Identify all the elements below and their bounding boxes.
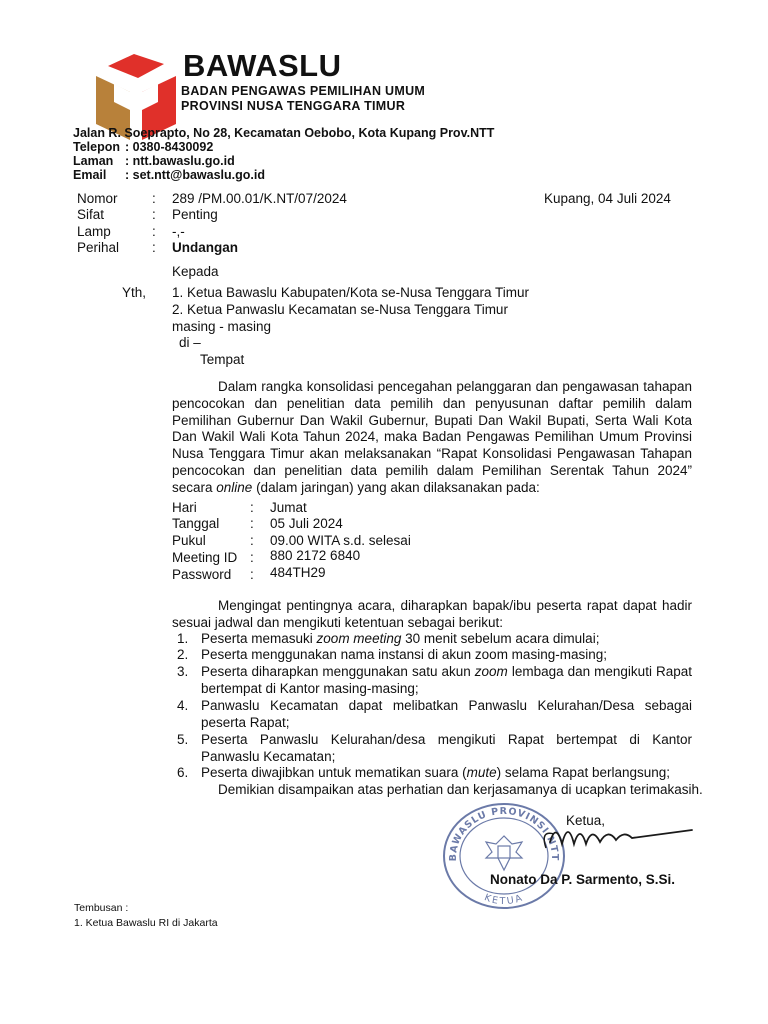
signatory-name: Nonato Da P. Sarmento, S.Si.: [490, 872, 676, 887]
meta-value-perihal: Undangan: [172, 240, 238, 255]
cc-label: Tembusan :: [74, 902, 129, 914]
stamp-bottom-text: KETUA: [482, 892, 526, 908]
rule-text: lembaga dan mengikuti Rapat bertempat di Kantor masing-masing;: [201, 664, 692, 696]
intro-text-2: (dalam jaringan) yang akan dilaksanakan pada:: [252, 479, 540, 495]
rule-number: 2.: [177, 647, 189, 662]
rule-text: Peserta memasuki: [201, 631, 317, 646]
detail-colon: :: [250, 500, 254, 515]
recipient-di: di –: [179, 335, 201, 350]
detail-label-hari: Hari: [172, 500, 197, 515]
website-label: Laman: [73, 154, 114, 168]
phone-line: [73, 140, 213, 154]
rule-italic: zoom: [474, 664, 508, 679]
recipient-kepada: Kepada: [172, 264, 219, 279]
org-subtitle-1: BADAN PENGAWAS PEMILIHAN UMUM: [181, 84, 426, 98]
detail-colon: :: [250, 567, 254, 582]
meta-label-perihal: Perihal: [77, 240, 120, 255]
rule-text: Peserta Panwaslu Kelurahan/desa mengikuti Rapat bertempat di Kantor Panwaslu Kecamatan;: [201, 732, 692, 764]
rule-italic: mute: [466, 765, 497, 780]
rule-text: Peserta menggunakan nama instansi di akun zoom masing-masing;: [201, 647, 607, 662]
detail-label-meeting-id: Meeting ID: [172, 550, 238, 565]
rule-3: [201, 664, 692, 698]
address-line: Jalan R. Soeprapto, No 28, Kecamatan Oebobo, Kota Kupang Prov.NTT: [73, 126, 495, 140]
org-name: BAWASLU: [183, 48, 342, 83]
meta-colon: :: [152, 191, 156, 206]
email-label: Email: [73, 168, 107, 182]
detail-value-pukul: 09.00 WITA s.d. selesai: [270, 533, 411, 548]
org-subtitle-2: PROVINSI NUSA TENGGARA TIMUR: [181, 99, 406, 113]
phone-label: Telepon: [73, 140, 120, 154]
meta-value-lamp: -,-: [172, 224, 185, 239]
reminder-text: Mengingat pentingnya acara, diharapkan bapak/ibu peserta rapat dapat hadir sesuai jadwal dan mengikuti ketentuan sebagai berikut:: [172, 598, 692, 630]
recipient-yth: Yth,: [122, 285, 147, 300]
recipient-line-3: masing - masing: [172, 319, 272, 334]
rule-number: 5.: [177, 732, 189, 747]
email-line: [73, 168, 265, 182]
phone-value: : 0380-8430092: [125, 140, 214, 154]
meta-colon: :: [152, 240, 156, 255]
meta-colon: :: [152, 224, 156, 239]
detail-colon: :: [250, 533, 254, 548]
rule-5: [201, 732, 692, 766]
rule-number: 4.: [177, 698, 189, 713]
rule-text: 30 menit sebelum acara dimulai;: [401, 631, 600, 646]
meta-label-nomor: Nomor: [77, 191, 118, 206]
cc-item: 1. Ketua Bawaslu RI di Jakarta: [74, 917, 218, 929]
detail-label-tanggal: Tanggal: [172, 516, 220, 531]
rule-number: 3.: [177, 664, 189, 679]
signature-title: Ketua,: [566, 813, 606, 828]
closing-text: Demikian disampaikan atas perhatian dan kerjasamanya di ucapkan terimakasih.: [218, 782, 703, 797]
rule-number: 1.: [177, 631, 189, 646]
rule-number: 6.: [177, 765, 189, 780]
date-place: Kupang, 04 Juli 2024: [544, 191, 671, 206]
detail-label-password: Password: [172, 567, 232, 582]
detail-value-tanggal: 05 Juli 2024: [270, 516, 343, 531]
recipient-item-2: 2. Ketua Panwaslu Kecamatan se-Nusa Tenggara Timur: [172, 302, 508, 317]
website-value: : ntt.bawaslu.go.id: [125, 154, 235, 168]
rule-6: [201, 765, 692, 782]
recipient-tempat: Tempat: [200, 352, 245, 367]
detail-label-pukul: Pukul: [172, 533, 206, 548]
rule-2: [201, 647, 692, 664]
recipient-item-1: 1. Ketua Bawaslu Kabupaten/Kota se-Nusa Tenggara Timur: [172, 285, 529, 300]
intro-online: online: [216, 479, 253, 495]
detail-colon: :: [250, 550, 254, 565]
intro-paragraph: [172, 379, 692, 497]
detail-colon: :: [250, 516, 254, 531]
rule-4: [201, 698, 692, 732]
detail-value-hari: Jumat: [270, 500, 307, 515]
meta-label-lamp: Lamp: [77, 224, 111, 239]
reminder-paragraph: [172, 598, 692, 632]
meta-value-nomor: 289 /PM.00.01/K.NT/07/2024: [172, 191, 347, 206]
email-value: : set.ntt@bawaslu.go.id: [125, 168, 265, 182]
rule-italic: zoom meeting: [316, 631, 402, 646]
website-line: [73, 154, 235, 168]
rule-text: Peserta diwajibkan untuk mematikan suara (: [201, 765, 467, 780]
rule-1: [201, 631, 692, 648]
rule-text: ) selama Rapat berlangsung;: [496, 765, 671, 780]
rule-text: Peserta diharapkan menggunakan satu akun: [201, 664, 475, 679]
meta-value-sifat: Penting: [172, 207, 218, 222]
detail-value-meeting-id: 880 2172 6840: [270, 548, 361, 563]
meta-label-sifat: Sifat: [77, 207, 105, 222]
detail-value-password: 484TH29: [270, 565, 326, 580]
stamp-top-text: BAWASLU PROVINSI NTT: [447, 805, 561, 862]
handwritten-signature-icon: [520, 808, 700, 868]
meta-colon: :: [152, 207, 156, 222]
intro-text-1: Dalam rangka konsolidasi pencegahan pelanggaran dan pengawasan tahapan pencocokan dan penelitian data pemilih dan penyusunan daftar pemilih dalam Pemilihan Gubernur Dan Wakil Gubernur, Bupati Dan Wakil Bupati, Serta Wali Kota Dan Wakil Wali Kota Tahun 2024, maka Badan Pengawas Pemilihan Umum Provinsi Nusa Tenggara Timur akan melaksanakan “Rapat Konsolidasi Pengawasan Tahapan pencocokan dan penelitian data pemilih dalam Pemilihan Serentak Tahun 2024” secara: [172, 379, 692, 495]
rule-text: Panwaslu Kecamatan dapat melibatkan Panwaslu Kelurahan/Desa sebagai peserta Rapat;: [201, 698, 692, 730]
